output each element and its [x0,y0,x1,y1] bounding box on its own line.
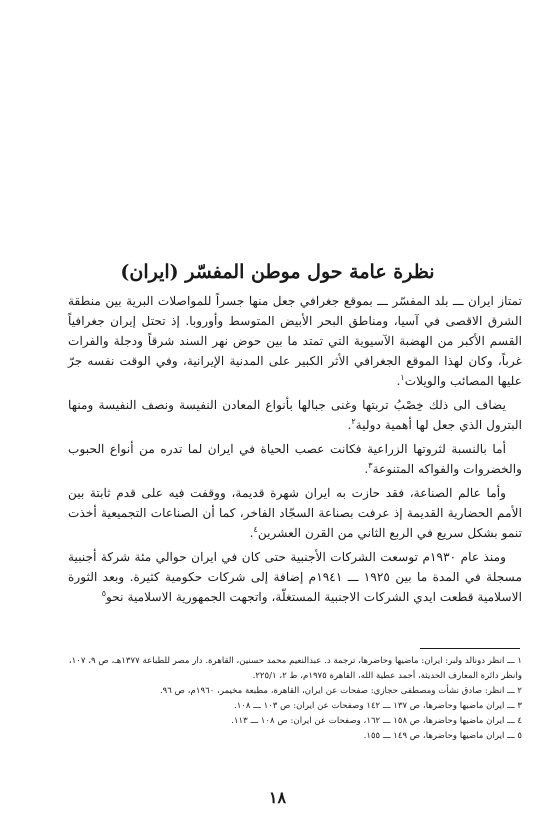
footnote-item: ٢ ـــ انظر: صادق نشأت ومصطفى حجازي: صفحات عن ايران، القاهرة، مطبعة مخيمر، ١٩٦٠م، ص ٩٦. [159,686,522,696]
body-text [68,291,522,611]
page-number: ١٨ [268,788,287,807]
footnote-mark: ٢ [351,416,356,426]
footnote-mark: ٣ [368,460,373,470]
footnote-mark: ١ [400,372,405,382]
paragraph-text: تمتاز ايران ـــ بلد المفسّر ـــ بموقع جغرافي جعل منها جسراً للمواصلات البرية بين منطقة الشرق الاقصى في آسيا، ومناطق البحر الأبيض المتوسط وأوروبا. إذ تحتل إيران جغرافياً القسم الأكبر من الهضبة الآسيوية التي تمتد ما بين حوض نهر السند شرقاً ودجلة والفرات غرباً، وكان لهذا الموقع الجغرافي الأثر الكبير على المدنية الإيرانية، وفي الوقت نفسه جرّ عليها المصائب والويلات [68,294,522,388]
paragraph-4: وأما عالم الصناعة، فقد حازت به ايران شهرة قديمة، ووقفت فيه على قدم ثابتة بين الأمم الحضارية القديمة إذ عرفت بصناعة السجّاد الفاخر، كما أن الصناعات التجميعية أخذت تنمو بشكل سريع في الربع الثاني من القرن العشرين$^٤$. [68,486,522,540]
footnote-separator [420,648,520,649]
paragraph-text: ومنذ عام ١٩٣٠م توسعت الشركات الأجنبية حتى كان في ايران حوالي مئة شركة أجنبية مسجلة في المدة ما بين ١٩٢٥ ـــ ١٩٤١م إضافة إلى شركات حكومية كثيرة. وبعد الثورة الاسلامية قطعت ايدي الشركات الاجنبية المستغلّة، واتجهت الجمهورية الاسلامية نحو [68,550,522,604]
paragraph-2: يضاف الى ذلك خِصْبُ تربتها وغنى جبالها بأنواع المعادن النفيسة ونصف النفيسة ومنها البترول الذي جعل لها أهمية دولية$^٢$. [68,398,522,432]
paragraph-text: أما بالنسبة لثروتها الزراعية فكانت عصب الحياة في ايران لما تدره من أنواع الحبوب والخضروات والفواكه المتنوعة [68,442,522,476]
paragraph-text: وأما عالم الصناعة، فقد حازت به ايران شهرة قديمة، ووقفت فيه على قدم ثابتة بين الأمم الحضارية القديمة إذ عرفت بصناعة السجّاد الفاخر، كما أن الصناعات التجميعية أخذت تنمو بشكل سريع في الربع الثاني من القرن العشرين [68,486,522,540]
footnote-item: ٥ ـــ ايران ماضيها وحاضرها، ص ١٤٩ ـــ ١٥٥. [363,731,522,741]
footnote-mark: ٤ [253,524,258,534]
footnote-mark: ٥ [101,588,107,598]
section-title: نظرة عامة حول موطن المفسّر (ايران) [120,261,435,283]
footnotes [66,654,522,744]
paragraph-5 [68,547,522,607]
paragraph-text: يضاف الى ذلك خِصْبُ تربتها وغنى جبالها بأنواع المعادن النفيسة ونصف النفيسة ومنها البترول الذي جعل لها أهمية دولية [68,398,522,432]
footnote-item: ٣ ـــ ايران ماضيها وحاضرها، ص ١٣٧ ـــ ١٤٢ وصفحات عن ايران: ص ١٠٣ ـــ ١٠٨. [233,701,522,711]
footnote-item: ١ ـــ انظر دونالد ولبر: ايران: ماضيها وحاضرها، ترجمة د. عبدالنعيم محمد حسنين، القاهرة. دار مصر للطباعة ١٣٧٧هـ، ص ٩، ١٠٧، وانظر دائرة المعارف الحديثة، أحمد عطية الله، القاهرة ١٩٧٥م، ط ٢، ٢٢٥/١. [68,656,522,681]
footnote-item: ٤ ـــ ايران ماضيها وحاضرها، ص ١٥٨ ـــ ١٦٢، وصفحات عن ايران: ص ١٠٨ ـــ ١١٣. [231,716,522,726]
paragraph-1: تمتاز ايران ـــ بلد المفسّر ـــ بموقع جغرافي جعل منها جسراً للمواصلات البرية بين منطقة الشرق الاقصى في آسيا، ومناطق البحر الأبيض المتوسط وأوروبا. إذ تحتل إيران جغرافياً القسم الأكبر من الهضبة الآسيوية التي تمتد ما بين حوض نهر السند شرقاً ودجلة والفرات غرباً، وكان لهذا الموقع الجغرافي الأثر الكبير على المدنية الإيرانية، وفي الوقت نفسه جرّ عليها المصائب والويلات$^١$. [68,294,522,388]
paragraph-3: أما بالنسبة لثروتها الزراعية فكانت عصب الحياة في ايران لما تدره من أنواع الحبوب والخضروات والفواكه المتنوعة$^٣$. [68,442,522,476]
